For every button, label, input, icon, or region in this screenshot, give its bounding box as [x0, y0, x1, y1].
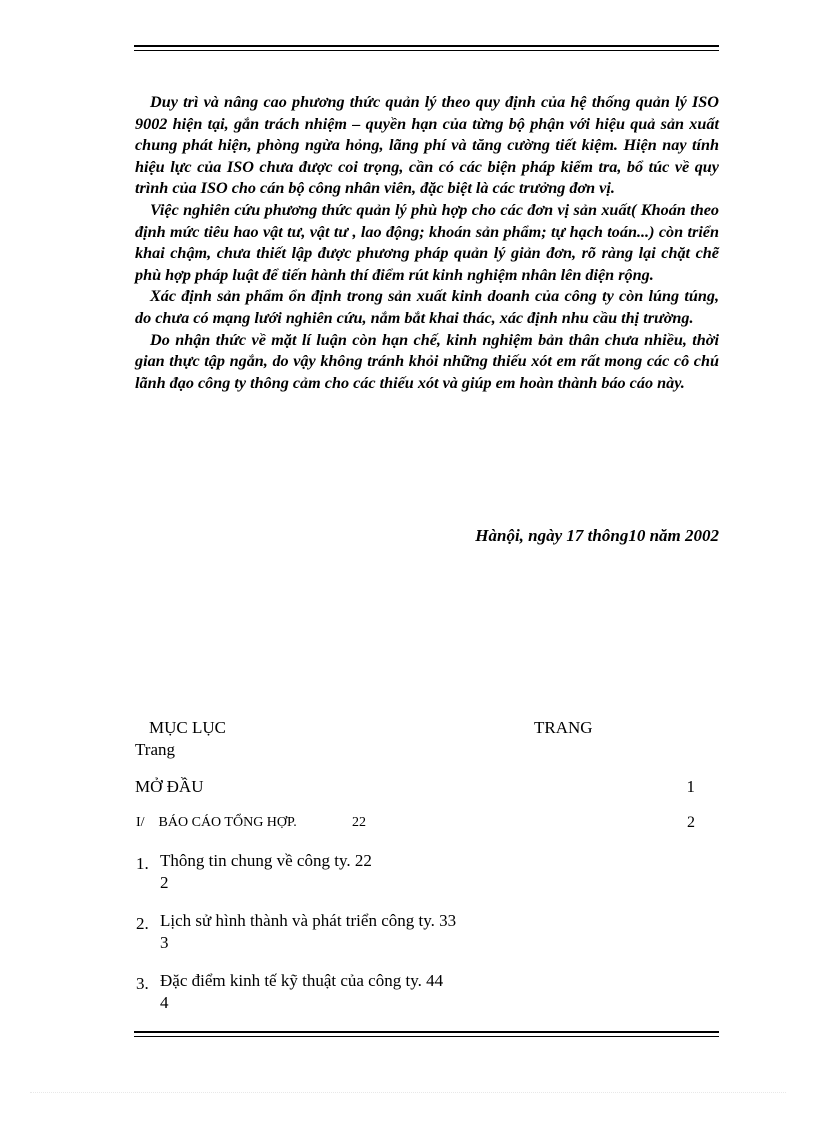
toc-item-index: 3. — [136, 974, 149, 993]
toc-item-text: Thông tin chung về công ty. 22 — [160, 851, 372, 870]
page-edge-dots — [30, 1092, 786, 1093]
toc-item-text: Đặc điểm kinh tế kỹ thuật của công ty. 44 — [160, 971, 444, 990]
paragraph: Việc nghiên cứu phương thức quản lý phù hợp cho các đơn vị sản xuất( Khoán theo định mức tiêu hao vật tư, vật tư , lao động; khoán sản phẩm; tự hạch toán...) còn triển khai chậm, chưa thiết lập được phương pháp quản lý giản đơn, rõ ràng lại chặt chẽ phù hợp pháp luật để tiến hành thí điểm rút kinh nghiệm nhân lên diện rộng. — [135, 200, 719, 284]
header-rule — [134, 45, 719, 51]
toc-inline-number: 22 — [352, 815, 366, 830]
toc-item-page: 2 — [160, 873, 169, 892]
toc-page-number: 2 — [687, 814, 695, 831]
paragraph: Duy trì và nâng cao phương thức quản lý theo quy định của hệ thống quản lý ISO 9002 hiện tại, gắn trách nhiệm – quyền hạn của từng bộ phận với hiệu quả sản xuất chung phát hiện, phòng ngừa hỏng, lãng phí và tăng cường tiết kiệm. Hiện nay tính hiệu lực của ISO chưa được coi trọng, cần có các biện pháp kiểm tra, bổ túc về quy trình của ISO cho cán bộ công nhân viên, đặc biệt là các trưởng đơn vị. — [135, 93, 719, 198]
paragraph: Do nhận thức về mặt lí luận còn hạn chế, kinh nghiệm bản thân chưa nhiều, thời gian thực tập ngắn, do vậy không tránh khỏi những thiếu xót em rất mong các cô chú lãnh đạo công ty thông cảm cho các thiếu xót và giúp em hoàn thành báo cáo này. — [135, 330, 719, 392]
toc-item-page: 3 — [160, 933, 169, 952]
toc-page-number: 1 — [686, 777, 695, 796]
toc-item-page: 4 — [160, 993, 169, 1012]
toc-item-index: 2. — [136, 914, 149, 933]
toc-item-index: 1. — [136, 854, 149, 873]
toc-label: MỞ ĐẦU — [135, 777, 204, 796]
toc-page-header-2: Trang — [135, 740, 175, 759]
toc-page-header: TRANG — [534, 718, 593, 737]
toc-item-text: Lịch sử hình thành và phát triển công ty. 33 — [160, 911, 457, 930]
paragraph: Xác định sản phẩm ổn định trong sản xuất kinh doanh của công ty còn lúng túng, do chưa có mạng lưới nghiên cứu, nắm bắt khai thác, xác định nhu cầu thị trường. — [135, 287, 719, 327]
toc-label: I/ BÁO CÁO TỔNG HỢP. — [136, 815, 297, 830]
footer-rule — [134, 1031, 719, 1037]
body-text — [135, 92, 719, 394]
toc-title: MỤC LỤC — [149, 718, 226, 737]
date-line: Hànội, ngày 17 thông10 năm 2002 — [475, 526, 719, 545]
